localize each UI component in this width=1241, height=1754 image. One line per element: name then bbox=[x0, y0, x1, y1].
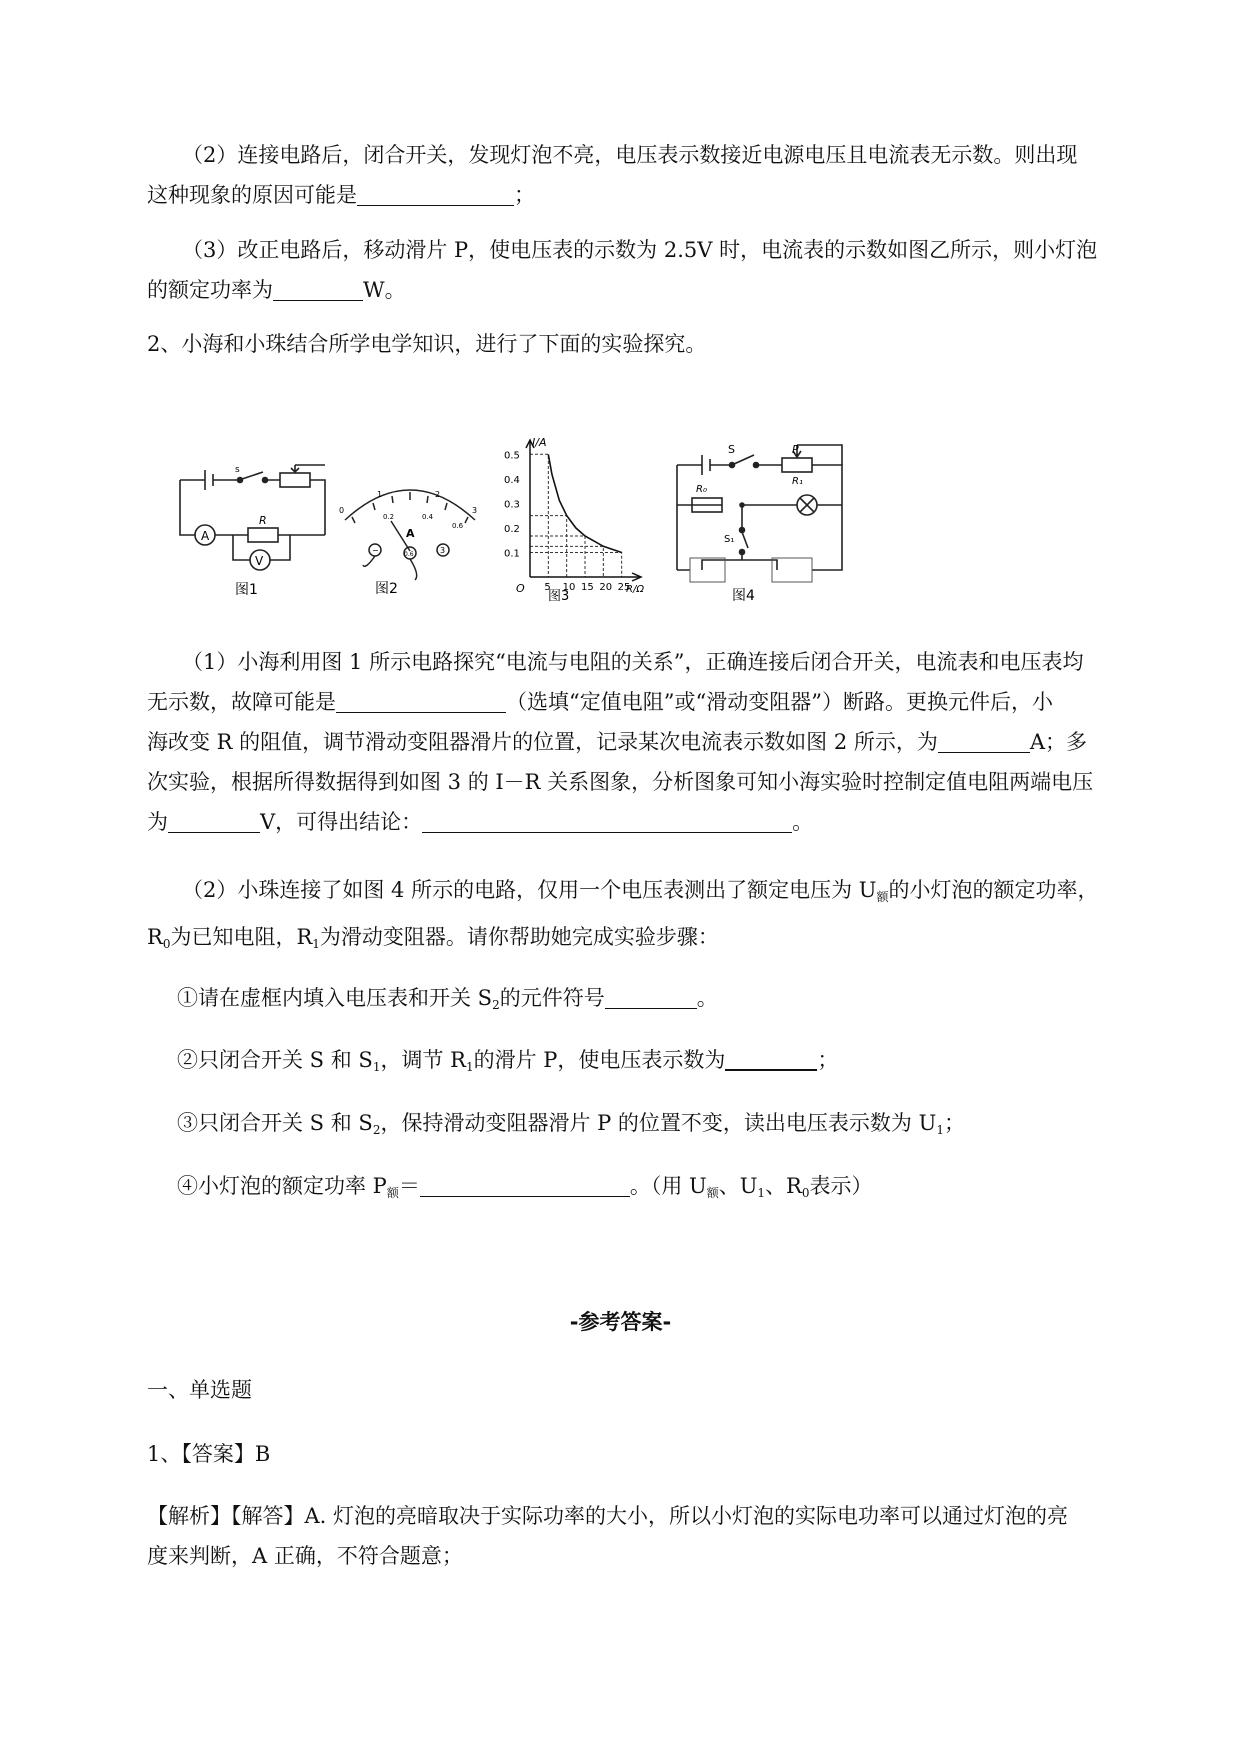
answer-blank[interactable] bbox=[273, 276, 363, 301]
q1-part3 bbox=[147, 230, 1157, 310]
answer-blank[interactable] bbox=[422, 808, 792, 833]
answer-blank[interactable] bbox=[168, 808, 260, 833]
x-tick-label: 20 bbox=[599, 582, 613, 593]
terminal-minus: − bbox=[372, 546, 379, 555]
step-3: ③只闭合开关 S 和 $S_2$，保持滑动变阻器滑片 P 的位置不变，读出电压表示数为 $U_1$； bbox=[177, 1111, 965, 1137]
i-r-chart bbox=[500, 432, 650, 602]
terminal-3: 3 bbox=[440, 546, 446, 555]
y-tick-label: 0.2 bbox=[504, 523, 520, 535]
x-tick-label: 5 bbox=[544, 582, 551, 593]
x-axis-label: R/Ω bbox=[626, 584, 644, 595]
terminal-06: 0.6 bbox=[404, 551, 414, 558]
figure-1 bbox=[175, 460, 330, 614]
s1-label: S₁ bbox=[724, 534, 735, 545]
figure-3-caption: 图3 bbox=[548, 589, 570, 604]
scale-bottom-3: 0.6 bbox=[452, 522, 464, 530]
q2-part1: （1）小海利用图 1 所示电路探究“电流与电阻的关系”，正确连接后闭合开关，电流表和电压表均 无示数，故障可能是 （选填“定值电阻”或“滑动变阻器”）断路。更换元件后，小 海改变 R 的阻值，调节滑动变阻器滑片的位置，记录某次电流表示数如图 2 所示，为 A；多 次实验，根据所得数据得到如图 3 的 I－R 关系图象，分析图象可知小海实验时控制定值电阻两端电压 为 V，可得出结论： 。 bbox=[147, 650, 1094, 834]
dial-unit: A bbox=[406, 527, 415, 540]
answer-blank[interactable] bbox=[336, 688, 506, 713]
q2-part2: （2）小珠连接了如图 4 所示的电路，仅用一个电压表测出了额定电压为 $U_额$的小灯泡的额定功率， $R_0$为已知电阻，$R_1$为滑动变阻器。请你帮助她完成实验步骤： bbox=[147, 878, 1099, 951]
ammeter-label: A bbox=[201, 529, 210, 543]
y-tick-label: 0.5 bbox=[504, 450, 520, 462]
y-tick-label: 0.3 bbox=[504, 499, 520, 511]
answers-title: -参考答案- bbox=[569, 1310, 672, 1334]
guide-line bbox=[530, 536, 585, 577]
circuit-diagram-4 bbox=[672, 440, 857, 604]
guide-line bbox=[530, 552, 622, 577]
scale-top-0: 0 bbox=[339, 506, 345, 515]
figure-4-caption: 图4 bbox=[732, 588, 755, 604]
step-2: ②只闭合开关 S 和 $S_1$，调节 $R_1$的滑片 P，使电压表示数为 ； bbox=[147, 1040, 1187, 1087]
figure-2 bbox=[335, 465, 485, 614]
answer-blank[interactable] bbox=[938, 728, 1030, 753]
origin-label: O bbox=[516, 582, 525, 595]
switch-s-label: S bbox=[728, 443, 735, 456]
slider-p-label: P bbox=[792, 443, 799, 456]
voltmeter-label: V bbox=[255, 554, 264, 568]
q1-part2 bbox=[147, 135, 1157, 215]
r0-label: R₀ bbox=[696, 484, 707, 495]
scale-top-1: 1 bbox=[377, 490, 383, 499]
figure-1-caption: 图1 bbox=[235, 582, 258, 598]
answer-analysis: 【解析】【解答】A. 灯泡的亮暗取决于实际功率的大小，所以小灯泡的实际电功率可以通过灯泡的亮 度来判断，A 正确，不符合题意； bbox=[147, 1504, 1069, 1568]
resistor-label: R bbox=[259, 514, 267, 527]
x-tick-label: 10 bbox=[562, 582, 576, 593]
r1-label: R₁ bbox=[792, 476, 803, 487]
scale-top-2: 2 bbox=[435, 490, 441, 499]
q1-part3-line2: 的额定功率为 W。 bbox=[147, 278, 406, 302]
x-tick-label: 15 bbox=[581, 582, 594, 593]
q1-part2-line2: 这种现象的原因可能是 ； bbox=[147, 183, 535, 207]
scale-top-3: 3 bbox=[472, 506, 478, 515]
scale-bottom-1: 0.2 bbox=[383, 513, 395, 521]
q2-intro: 2、小海和小珠结合所学电学知识，进行了下面的实验探究。 bbox=[147, 332, 707, 356]
ammeter-dial bbox=[335, 465, 485, 610]
answer-blank[interactable] bbox=[725, 1045, 817, 1071]
q1-part2-line1: （2）连接电路后，闭合开关，发现灯泡不亮，电压表示数接近电源电压且电流表无示数。则出现 bbox=[182, 143, 1078, 167]
answer-1: 1、【答案】B bbox=[147, 1442, 271, 1466]
step-4: ④小灯泡的额定功率 $P_额=$ 。（用 $U_额$、$U_1$、$R_0$表示） bbox=[177, 1174, 873, 1200]
step-1: ①请在虚框内填入电压表和开关 $S_2$的元件符号 。 bbox=[177, 986, 718, 1012]
q1-part3-line1: （3）改正电路后，移动滑片 P，使电压表的示数为 2.5V 时，电流表的示数如图乙所示，则小灯泡 bbox=[182, 238, 1098, 262]
answer-blank[interactable] bbox=[420, 1172, 630, 1197]
figure-3 bbox=[500, 432, 650, 606]
answers-section: 一、单选题 bbox=[147, 1378, 252, 1402]
y-tick-label: 0.4 bbox=[504, 474, 520, 486]
figure-4 bbox=[672, 440, 857, 604]
y-tick-label: 0.1 bbox=[504, 548, 520, 560]
switch-label: s bbox=[235, 465, 240, 475]
answer-blank[interactable] bbox=[605, 984, 697, 1009]
scale-bottom-2: 0.4 bbox=[422, 513, 434, 521]
answer-blank[interactable] bbox=[357, 181, 514, 206]
circuit-diagram-1 bbox=[175, 460, 330, 610]
figure-2-caption: 图2 bbox=[375, 581, 398, 597]
y-axis-label: I/A bbox=[532, 436, 547, 449]
x-tick-label: 25 bbox=[617, 582, 631, 593]
